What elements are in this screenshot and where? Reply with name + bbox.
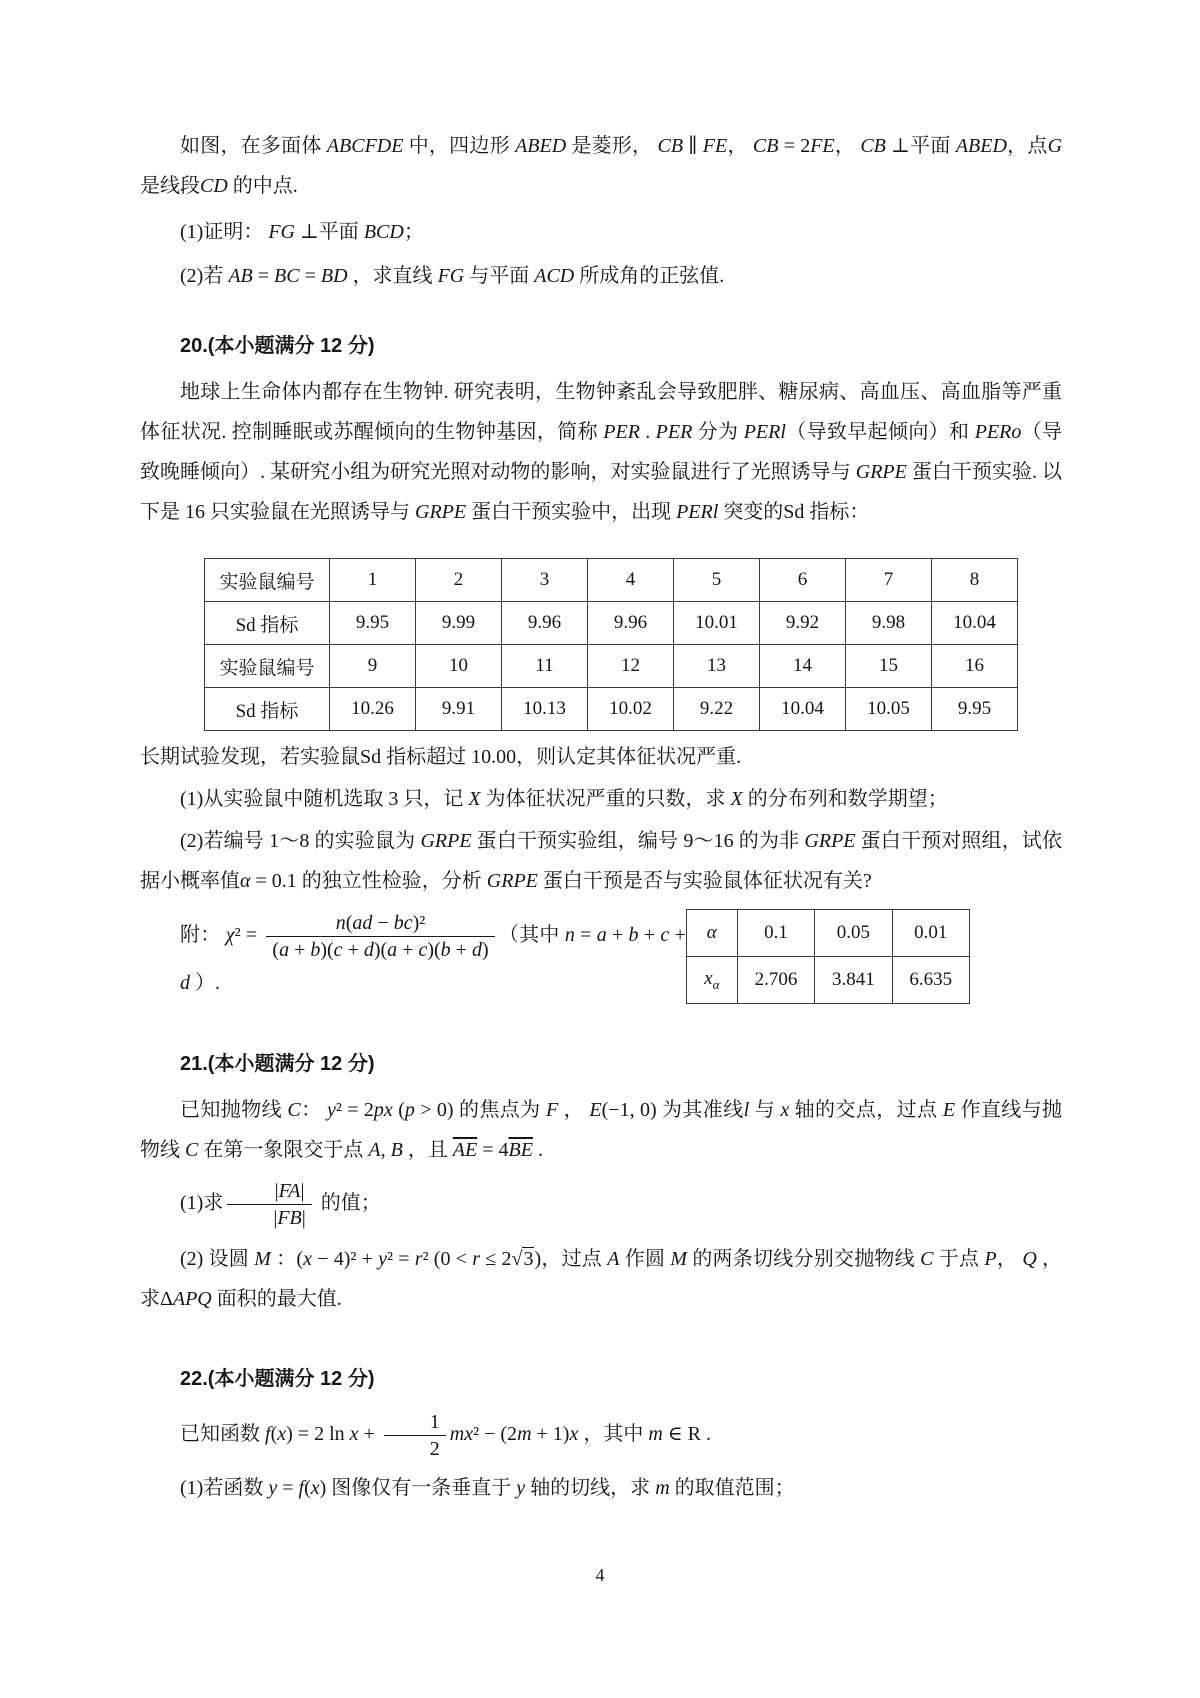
table-cell: 9.96 — [588, 602, 674, 645]
problem-20-part2: (2)若编号 1～8 的实验鼠为 GRPE 蛋白干预实验组，编号 9～16 的为非 GRPE 蛋白干预对照组，试依据小概率值α = 0.1 的独立性检验，分析 GRPE 蛋白干预是否与实验鼠体征状况有关? — [140, 830, 1063, 892]
table-cell: Sd 指标 — [205, 688, 330, 731]
table-cell: 9.95 — [330, 602, 416, 645]
table-cell: 实验鼠编号 — [205, 559, 330, 602]
problem-22-heading: 22.(本小题满分 12 分) — [180, 1368, 375, 1390]
problem-20-part1: (1)从实验鼠中随机选取 3 只，记 X 为体征状况严重的只数，求 X 的分布列和数学期望； — [180, 788, 948, 810]
table-cell: 0.01 — [892, 910, 969, 957]
table-cell: 6 — [760, 559, 846, 602]
problem-21-statement: 已知抛物线 C： y² = 2px (p > 0) 的焦点为 F ， E(−1, 0) 为其准线l 与 x 轴的交点，过点 E 作直线与抛物线 C 在第一象限交于点 A, B ，且 $\overline{AE} = 4\overline{BE}$ . — [140, 1099, 1063, 1161]
chi-square-formula: 附： χ² = $\frac{\text{n(ad − bc)²}}{(a + b)(c + d)(a + c)(b + d)}$ （其中 n = a + b + c + d ）. — [180, 912, 686, 994]
problem-22-statement: 已知函数 f(x) = 2 ln x + $\frac{1}{2}$ mx² − (2m + 1)x ，其中 m ∈ R . — [180, 1411, 711, 1460]
table-row — [205, 688, 1018, 731]
table-cell: 1 — [330, 559, 416, 602]
sd-indicator-table — [204, 558, 1018, 731]
problem-20-heading: 20.(本小题满分 12 分) — [180, 335, 375, 357]
table-cell: 6.635 — [892, 957, 969, 1004]
table-cell: 9.99 — [416, 602, 502, 645]
problem-21-heading: 21.(本小题满分 12 分) — [180, 1053, 375, 1075]
problem-19-part1: (1)证明： FG ⊥平面 BCD； — [180, 221, 424, 243]
table-cell: 2.706 — [737, 957, 814, 1004]
table-cell: 9.95 — [932, 688, 1018, 731]
table-cell: 9.92 — [760, 602, 846, 645]
table-cell: 10.04 — [760, 688, 846, 731]
table-cell: $x_\alpha$ — [686, 957, 737, 1004]
table-row — [205, 602, 1018, 645]
table-cell: 3 — [502, 559, 588, 602]
table-cell: 4 — [588, 559, 674, 602]
problem-20-note: 长期试验发现，若实验鼠Sd 指标超过 10.00，则认定其体征状况严重. — [140, 746, 742, 768]
chi-square-appendix — [140, 909, 970, 1004]
problem-21-part2: (2) 设圆 M ：(x − 4)² + y² = r² (0 < r ≤ 2√3)，过点 A 作圆 M 的两条切线分别交抛物线 C 于点 P， Q ，求ΔAPQ 面积的最大值. — [140, 1248, 1063, 1310]
chi-square-critical-table — [686, 909, 970, 1004]
table-cell: 10.26 — [330, 688, 416, 731]
table-cell: 8 — [932, 559, 1018, 602]
page-content — [140, 0, 1062, 1508]
table-cell: 2 — [416, 559, 502, 602]
table-row — [205, 645, 1018, 688]
table-cell: 9.91 — [416, 688, 502, 731]
table-cell: 7 — [846, 559, 932, 602]
table-cell: 10.04 — [932, 602, 1018, 645]
table-cell: 0.1 — [737, 910, 814, 957]
table-cell: 9.22 — [674, 688, 760, 731]
problem-20-statement: 地球上生命体内都存在生物钟. 研究表明，生物钟紊乱会导致肥胖、糖尿病、高血压、高血脂等严重体征状况. 控制睡眠或苏醒倾向的生物钟基因，简称 PER . PER 分为 PERl（导致早起倾向）和 PERo（导致晚睡倾向）. 某研究小组为研究光照对动物的影响，对实验鼠进行了光照诱导与 GRPE 蛋白干预实验. 以下是 16 只实验鼠在光照诱导与 GRPE 蛋白干预实验中，出现 PERl 突变的Sd 指标： — [140, 381, 1063, 523]
table-cell: 9 — [330, 645, 416, 688]
problem-19-statement: 如图，在多面体 ABCFDE 中，四边形 ABED 是菱形， CB ∥ FE， CB = 2FE， CB ⊥平面 ABED，点G 是线段CD 的中点. — [140, 135, 1063, 197]
table-cell: 3.841 — [815, 957, 892, 1004]
table-cell: 11 — [502, 645, 588, 688]
table-cell: 10.13 — [502, 688, 588, 731]
table-cell: 16 — [932, 645, 1018, 688]
table-cell: 12 — [588, 645, 674, 688]
table-cell: 10.01 — [674, 602, 760, 645]
problem-19-part2: (2)若 AB = BC = BD ，求直线 FG 与平面 ACD 所成角的正弦值. — [180, 265, 725, 287]
table-cell: 10 — [416, 645, 502, 688]
table-cell: 10.02 — [588, 688, 674, 731]
table-cell: 13 — [674, 645, 760, 688]
page-number: 4 — [595, 1565, 605, 1585]
table-row — [686, 957, 969, 1004]
table-cell: 14 — [760, 645, 846, 688]
table-cell: α — [686, 910, 737, 957]
table-cell: 9.98 — [846, 602, 932, 645]
table-cell: 实验鼠编号 — [205, 645, 330, 688]
table-row — [205, 559, 1018, 602]
problem-21-part1: (1)求 $\frac{|FA|}{|FB|}$ 的值； — [180, 1180, 381, 1229]
table-row — [686, 910, 969, 957]
table-cell: 0.05 — [815, 910, 892, 957]
table-cell: 10.05 — [846, 688, 932, 731]
problem-22-part1: (1)若函数 y = f(x) 图像仅有一条垂直于 y 轴的切线，求 m 的取值范围； — [180, 1477, 795, 1499]
table-cell: 15 — [846, 645, 932, 688]
table-cell: Sd 指标 — [205, 602, 330, 645]
table-cell: 5 — [674, 559, 760, 602]
table-cell: 9.96 — [502, 602, 588, 645]
